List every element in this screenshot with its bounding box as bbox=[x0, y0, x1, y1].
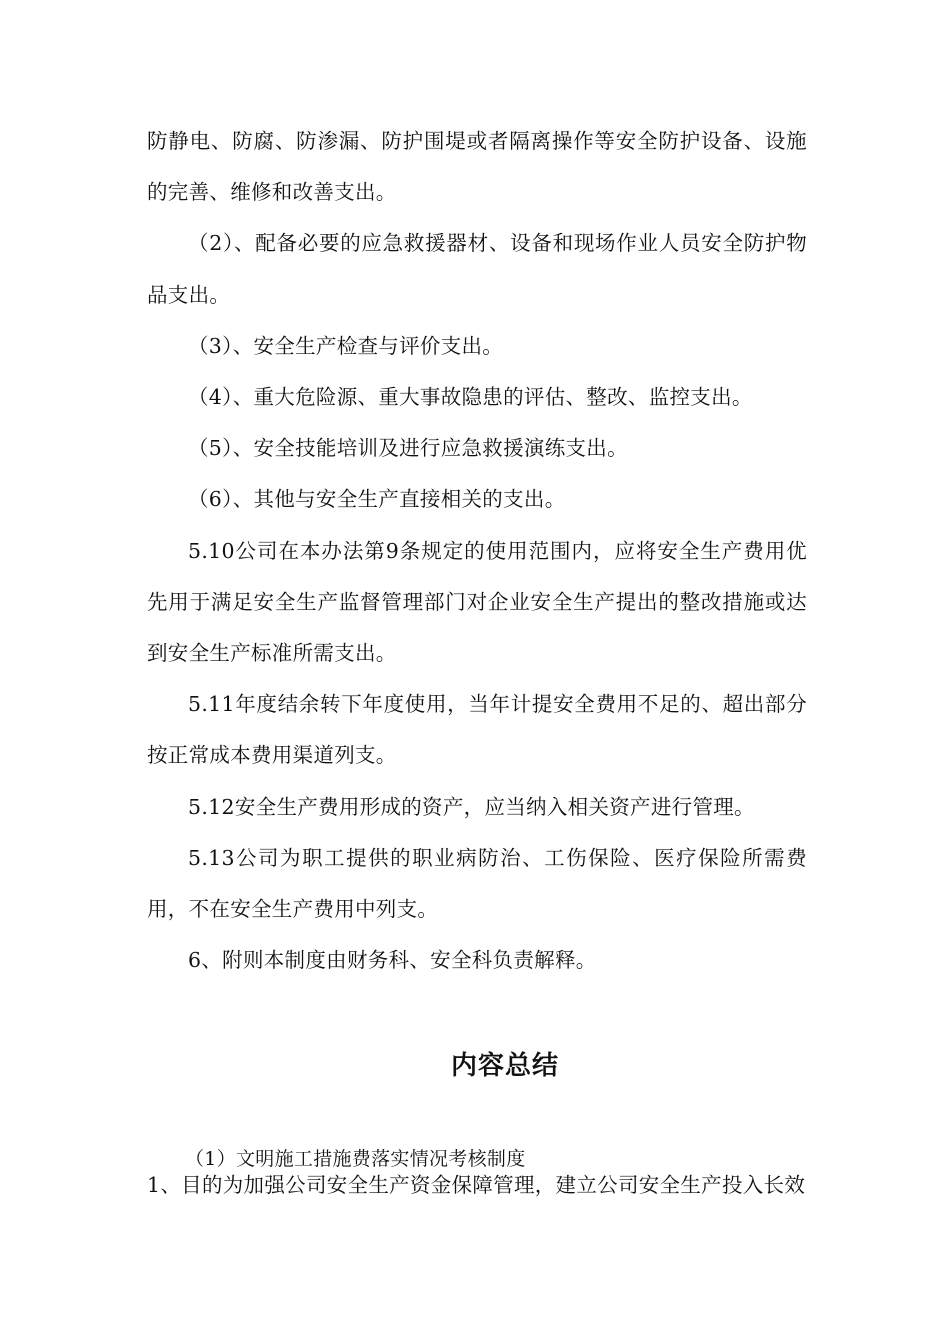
paragraph: 5.13公司为职工提供的职业病防治、工伤保险、医疗保险所需费用，不在安全生产费用中列支。 bbox=[147, 845, 807, 922]
paragraph: （6）、其他与安全生产直接相关的支出。 bbox=[188, 487, 566, 512]
paragraph: 5.12安全生产费用形成的资产，应当纳入相关资产进行管理。 bbox=[188, 794, 755, 819]
paragraph: （3）、安全生产检查与评价支出。 bbox=[188, 333, 504, 358]
paragraph: 5.10公司在本办法第9条规定的使用范围内，应将安全生产费用优先用于满足安全生产监督管理部门对企业安全生产提出的整改措施或达到安全生产标准所需支出。 bbox=[147, 538, 807, 666]
paragraph: 5.11年度结余转下年度使用，当年计提安全费用不足的、超出部分按正常成本费用渠道列支。 bbox=[147, 692, 807, 768]
paragraph: 防静电、防腐、防渗漏、防护围堤或者隔离操作等安全防护设备、设施的完善、维修和改善支出。 bbox=[147, 129, 807, 205]
body-text bbox=[147, 116, 807, 986]
paragraph: （5）、安全技能培训及进行应急救援演练支出。 bbox=[188, 436, 628, 461]
paragraph: 6、附则本制度由财务科、安全科负责解释。 bbox=[188, 948, 597, 973]
paragraph: （2）、配备必要的应急救援器材、设备和现场作业人员安全防护物品支出。 bbox=[147, 231, 807, 307]
paragraph: （4）、重大危险源、重大事故隐患的评估、整改、监控支出。 bbox=[188, 385, 753, 410]
summary-heading: （1）文明施工措施费落实情况考核制度 bbox=[185, 1148, 526, 1170]
summary-line: 1、目的为加强公司安全生产资金保障管理，建立公司安全生产投入长效 bbox=[147, 1173, 806, 1197]
section-title: 内容总结 bbox=[450, 1051, 559, 1081]
